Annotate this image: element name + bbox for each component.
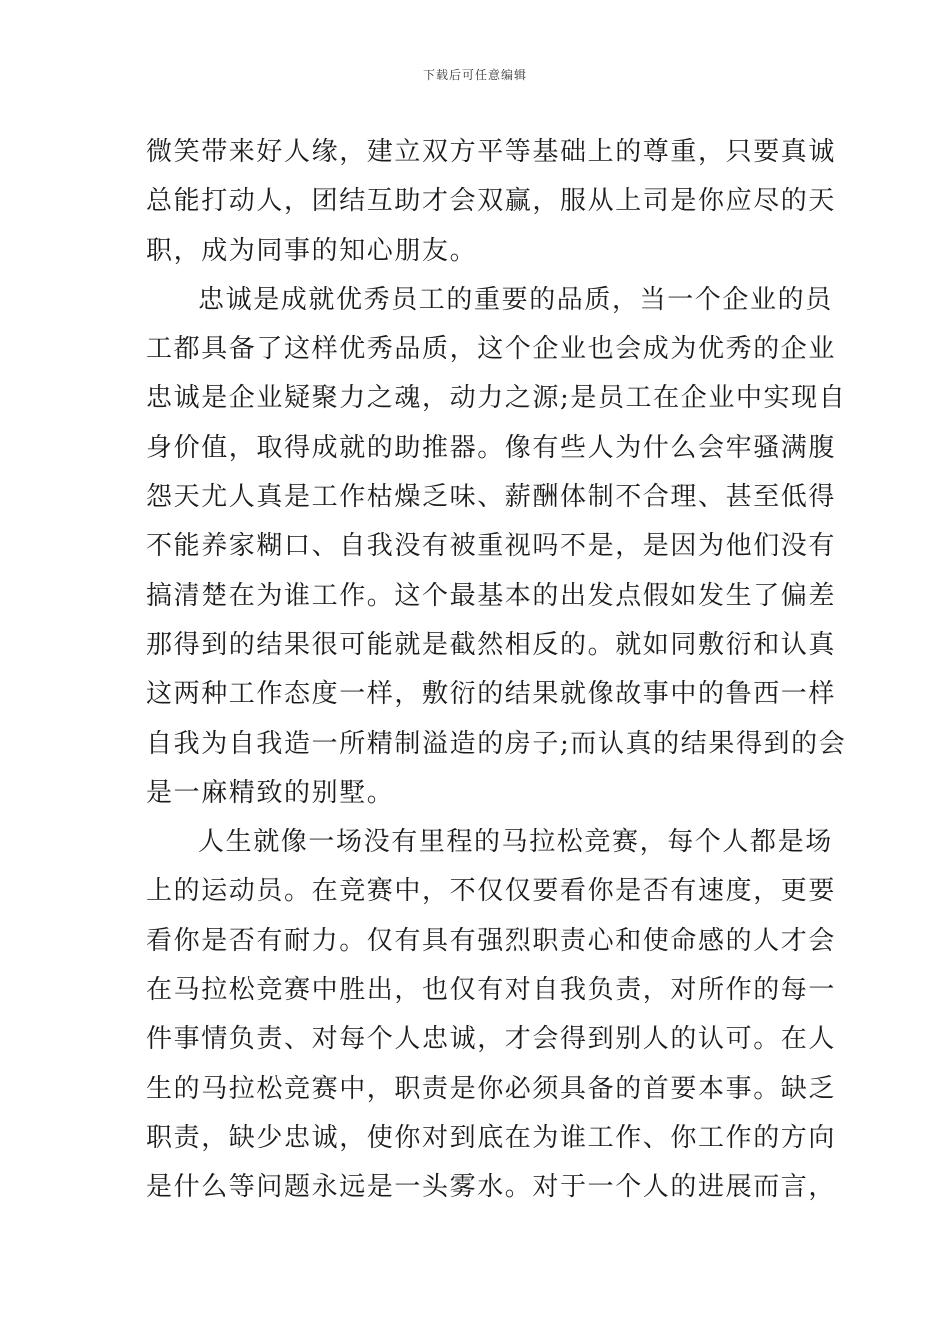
- text-line: 身价值，取得成就的助推器。像有些人为什么会牢骚满腹: [146, 432, 837, 463]
- text-line: 是一麻精致的别墅。: [146, 777, 395, 808]
- text-line: 上的运动员。在竞赛中，不仅仅要看你是否有速度，更要: [146, 876, 837, 907]
- text-line: 自我为自我造一所精制溢造的房子;而认真的结果得到的会: [146, 728, 847, 759]
- text-line: 忠诚是企业疑聚力之魂，动力之源;是员工在企业中实现自: [146, 383, 847, 414]
- text-line: 职责，缺少忠诚，使你对到底在为谁工作、你工作的方向: [146, 1122, 837, 1153]
- text-line: 那得到的结果很可能就是截然相反的。就如同敷衍和认真: [146, 629, 837, 660]
- text-line: 职，成为同事的知心朋友。: [146, 235, 478, 266]
- document-body: [146, 128, 847, 1213]
- text-line: 怨天尤人真是工作枯燥乏味、薪酬体制不合理、甚至低得: [146, 482, 837, 513]
- page-header: 下载后可任意编辑: [422, 68, 527, 82]
- text-line: 在马拉松竞赛中胜出，也仅有对自我负责，对所作的每一: [146, 975, 837, 1006]
- paragraph-first-line: 忠诚是成就优秀员工的重要的品质，当一个企业的员: [198, 284, 833, 315]
- text-line: 生的马拉松竞赛中，职责是你必须具备的首要本事。缺乏: [146, 1073, 837, 1104]
- text-line: 搞清楚在为谁工作。这个最基本的出发点假如发生了偏差: [146, 580, 837, 611]
- text-line: 看你是否有耐力。仅有具有强烈职责心和使命感的人才会: [146, 925, 837, 956]
- paragraph-first-line: 人生就像一场没有里程的马拉松竞赛，每个人都是场: [198, 827, 833, 858]
- text-line: 是什么等问题永远是一头雾水。对于一个人的进展而言，: [146, 1172, 837, 1203]
- text-line: 件事情负责、对每个人忠诚，才会得到别人的认可。在人: [146, 1024, 837, 1055]
- text-line: 总能打动人，团结互助才会双赢，服从上司是你应尽的天: [146, 186, 837, 217]
- text-line: 工都具备了这样优秀品质，这个企业也会成为优秀的企业: [146, 334, 837, 365]
- text-line: 这两种工作态度一样，敷衍的结果就像故事中的鲁西一样: [146, 679, 837, 710]
- text-line: 微笑带来好人缘，建立双方平等基础上的尊重，只要真诚: [146, 137, 837, 167]
- text-line: 不能养家糊口、自我没有被重视吗不是，是因为他们没有: [146, 531, 837, 562]
